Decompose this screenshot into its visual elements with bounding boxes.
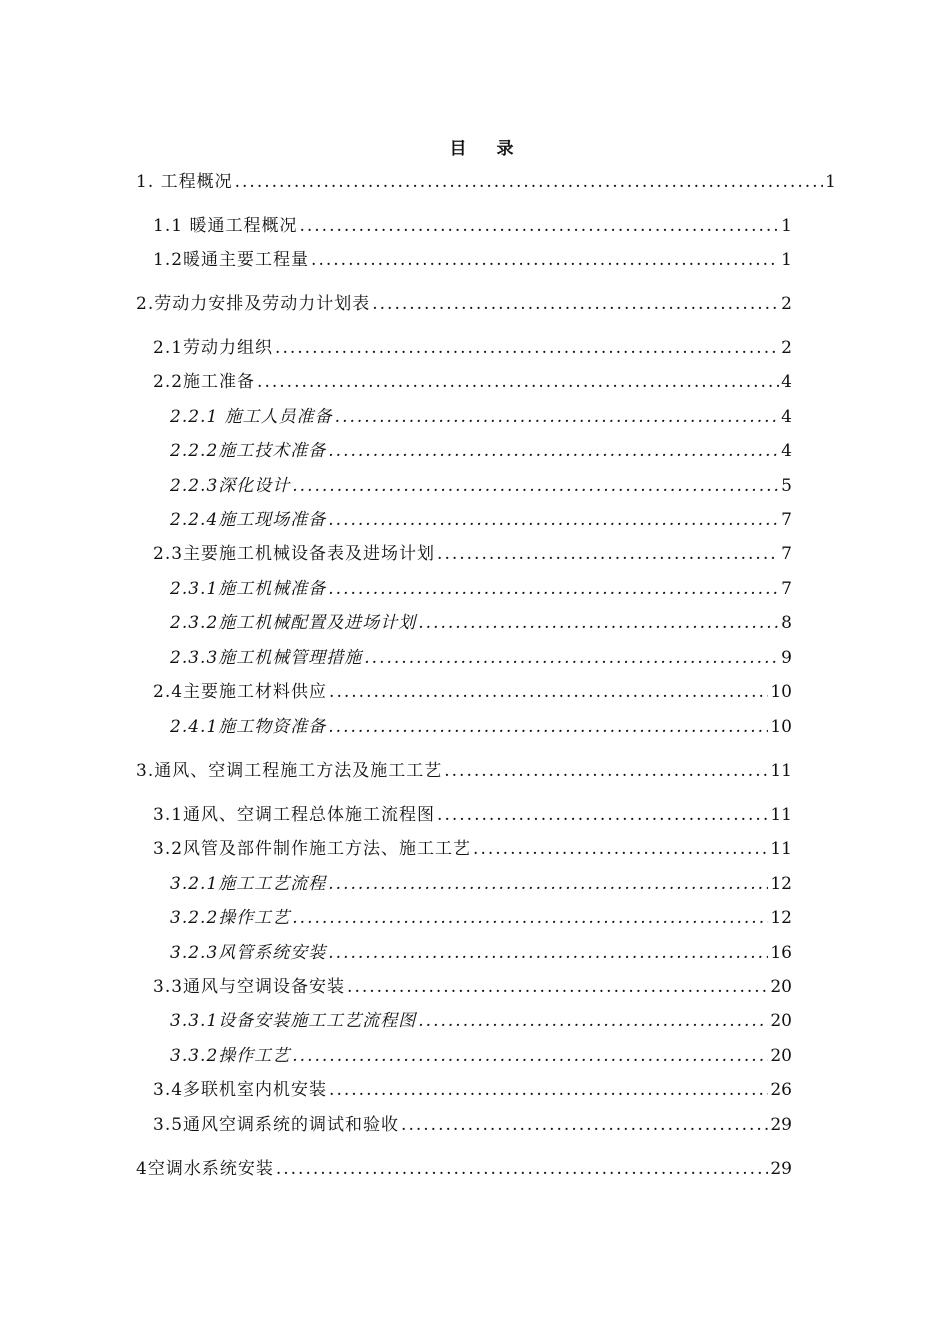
toc-entry[interactable] [170, 612, 792, 634]
toc-leader-dots [372, 293, 779, 315]
toc-entry-label: 3.3.2操作工艺 [170, 1046, 291, 1066]
toc-entry[interactable] [153, 371, 792, 393]
toc-leader-dots [299, 215, 779, 237]
toc-leader-dots [328, 440, 779, 462]
toc-entry[interactable] [170, 907, 792, 929]
toc-leader-dots [292, 475, 779, 497]
toc-entry-page: 20 [770, 1046, 792, 1066]
toc-entry-label: 2.2.2施工技术准备 [170, 441, 327, 461]
toc-leader-dots [235, 171, 824, 193]
toc-entry-label: 2.2.3深化设计 [170, 476, 291, 496]
toc-entry-label: 3.2风管及部件制作施工方法、施工工艺 [153, 839, 472, 859]
toc-leader-dots [328, 509, 779, 531]
toc-entry[interactable] [153, 249, 792, 271]
toc-entry-page: 29 [770, 1159, 792, 1179]
toc-entry-page: 8 [781, 613, 792, 633]
toc-entry[interactable] [170, 942, 792, 964]
toc-entry-label: 1.2暖通主要工程量 [153, 250, 310, 270]
toc-entry[interactable] [153, 215, 792, 237]
toc-entry-page: 4 [781, 407, 792, 427]
toc-entry-label: 3.5通风空调系统的调试和验收 [153, 1115, 400, 1135]
toc-leader-dots [311, 249, 779, 271]
toc-leader-dots [328, 873, 768, 895]
toc-entry-label: 2.3.3施工机械管理措施 [170, 648, 363, 668]
toc-entry-page: 5 [781, 476, 792, 496]
toc-entry-label: 2.2.1 施工人员准备 [170, 407, 333, 427]
toc-entry-page: 1 [781, 250, 792, 270]
toc-leader-dots [418, 612, 779, 634]
toc-entry-page: 1 [781, 216, 792, 236]
toc-entry[interactable] [170, 578, 792, 600]
toc-leader-dots [418, 1010, 768, 1032]
toc-entry-page: 29 [770, 1115, 792, 1135]
toc-entry-label: 4空调水系统安装 [136, 1159, 274, 1179]
toc-leader-dots [473, 838, 768, 860]
toc-entry[interactable] [170, 440, 792, 462]
toc-entry-page: 12 [770, 874, 792, 894]
toc-entry[interactable] [153, 1114, 792, 1136]
toc-entry-label: 2.4.1施工物资准备 [170, 717, 327, 737]
toc-entry-label: 3.2.2操作工艺 [170, 908, 291, 928]
toc-entry[interactable] [136, 1158, 792, 1180]
toc-entry-page: 9 [781, 648, 792, 668]
toc-entry-label: 3.2.3风管系统安装 [170, 943, 327, 963]
toc-entry[interactable] [170, 716, 792, 738]
toc-entry-label: 2.1劳动力组织 [153, 338, 274, 358]
toc-leader-dots [329, 1079, 768, 1101]
toc-entry-label: 2.劳动力安排及劳动力计划表 [136, 294, 371, 314]
toc-entry-page: 11 [770, 839, 792, 859]
toc-leader-dots [292, 1045, 768, 1067]
toc-entry[interactable] [153, 1079, 792, 1101]
toc-entry[interactable] [153, 976, 792, 998]
toc-leader-dots [437, 804, 768, 826]
toc-entry[interactable] [153, 681, 792, 703]
toc-entry-label: 3.通风、空调工程施工方法及施工工艺 [136, 761, 443, 781]
toc-entry[interactable] [170, 873, 792, 895]
toc-leader-dots [257, 371, 779, 393]
toc-entry[interactable] [170, 509, 792, 531]
toc-leader-dots [275, 337, 779, 359]
toc-entry-label: 2.3.2施工机械配置及进场计划 [170, 613, 417, 633]
toc-entry[interactable] [136, 171, 836, 193]
toc-entry-page: 10 [770, 682, 792, 702]
toc-entry-page: 20 [770, 977, 792, 997]
toc-leader-dots [364, 647, 779, 669]
toc-leader-dots [444, 760, 768, 782]
toc-leader-dots [328, 716, 768, 738]
toc-title: 目 录 [449, 139, 526, 159]
toc-entry-page: 4 [781, 372, 792, 392]
toc-entry[interactable] [153, 543, 792, 565]
toc-entry-label: 3.3.1设备安装施工工艺流程图 [170, 1011, 417, 1031]
toc-entry-page: 16 [770, 943, 792, 963]
toc-entry-label: 3.3通风与空调设备安装 [153, 977, 346, 997]
toc-entry[interactable] [170, 1045, 792, 1067]
toc-entry-label: 2.4主要施工材料供应 [153, 682, 328, 702]
toc-leader-dots [328, 578, 779, 600]
toc-entry-label: 2.3主要施工机械设备表及进场计划 [153, 544, 436, 564]
toc-entry[interactable] [153, 337, 792, 359]
toc-entry[interactable] [136, 293, 792, 315]
toc-leader-dots [329, 681, 768, 703]
toc-entry-label: 2.2.4施工现场准备 [170, 510, 327, 530]
toc-entry[interactable] [136, 760, 792, 782]
toc-entry-label: 1.1 暖通工程概况 [153, 216, 298, 236]
toc-entry-label: 2.2施工准备 [153, 372, 256, 392]
toc-entry-page: 2 [781, 338, 792, 358]
toc-entry-page: 11 [770, 805, 792, 825]
toc-leader-dots [401, 1114, 768, 1136]
toc-entry-label: 3.1通风、空调工程总体施工流程图 [153, 805, 436, 825]
toc-entry-label: 3.4多联机室内机安装 [153, 1080, 328, 1100]
toc-entry-page: 1 [825, 172, 836, 192]
toc-entry-page: 7 [781, 579, 792, 599]
toc-entry-page: 20 [770, 1011, 792, 1031]
toc-entry[interactable] [170, 475, 792, 497]
toc-entry-page: 2 [781, 294, 792, 314]
toc-entry[interactable] [170, 406, 792, 428]
toc-entry-page: 11 [770, 761, 792, 781]
toc-leader-dots [276, 1158, 769, 1180]
toc-entry[interactable] [170, 647, 792, 669]
toc-leader-dots [292, 907, 768, 929]
toc-entry[interactable] [153, 838, 792, 860]
toc-entry-label: 1. 工程概况 [136, 172, 233, 192]
toc-leader-dots [328, 942, 768, 964]
toc-leader-dots [335, 406, 780, 428]
toc-leader-dots [347, 976, 768, 998]
toc-entry-page: 4 [781, 441, 792, 461]
toc-entry[interactable] [170, 1010, 792, 1032]
toc-leader-dots [437, 543, 779, 565]
toc-entry-label: 3.2.1施工工艺流程 [170, 874, 327, 894]
toc-entry-page: 7 [781, 544, 792, 564]
toc-entry-page: 26 [770, 1080, 792, 1100]
toc-entry[interactable] [153, 804, 792, 826]
toc-entry-label: 2.3.1施工机械准备 [170, 579, 327, 599]
toc-entry-page: 7 [781, 510, 792, 530]
toc-entry-page: 10 [770, 717, 792, 737]
toc-entry-page: 12 [770, 908, 792, 928]
